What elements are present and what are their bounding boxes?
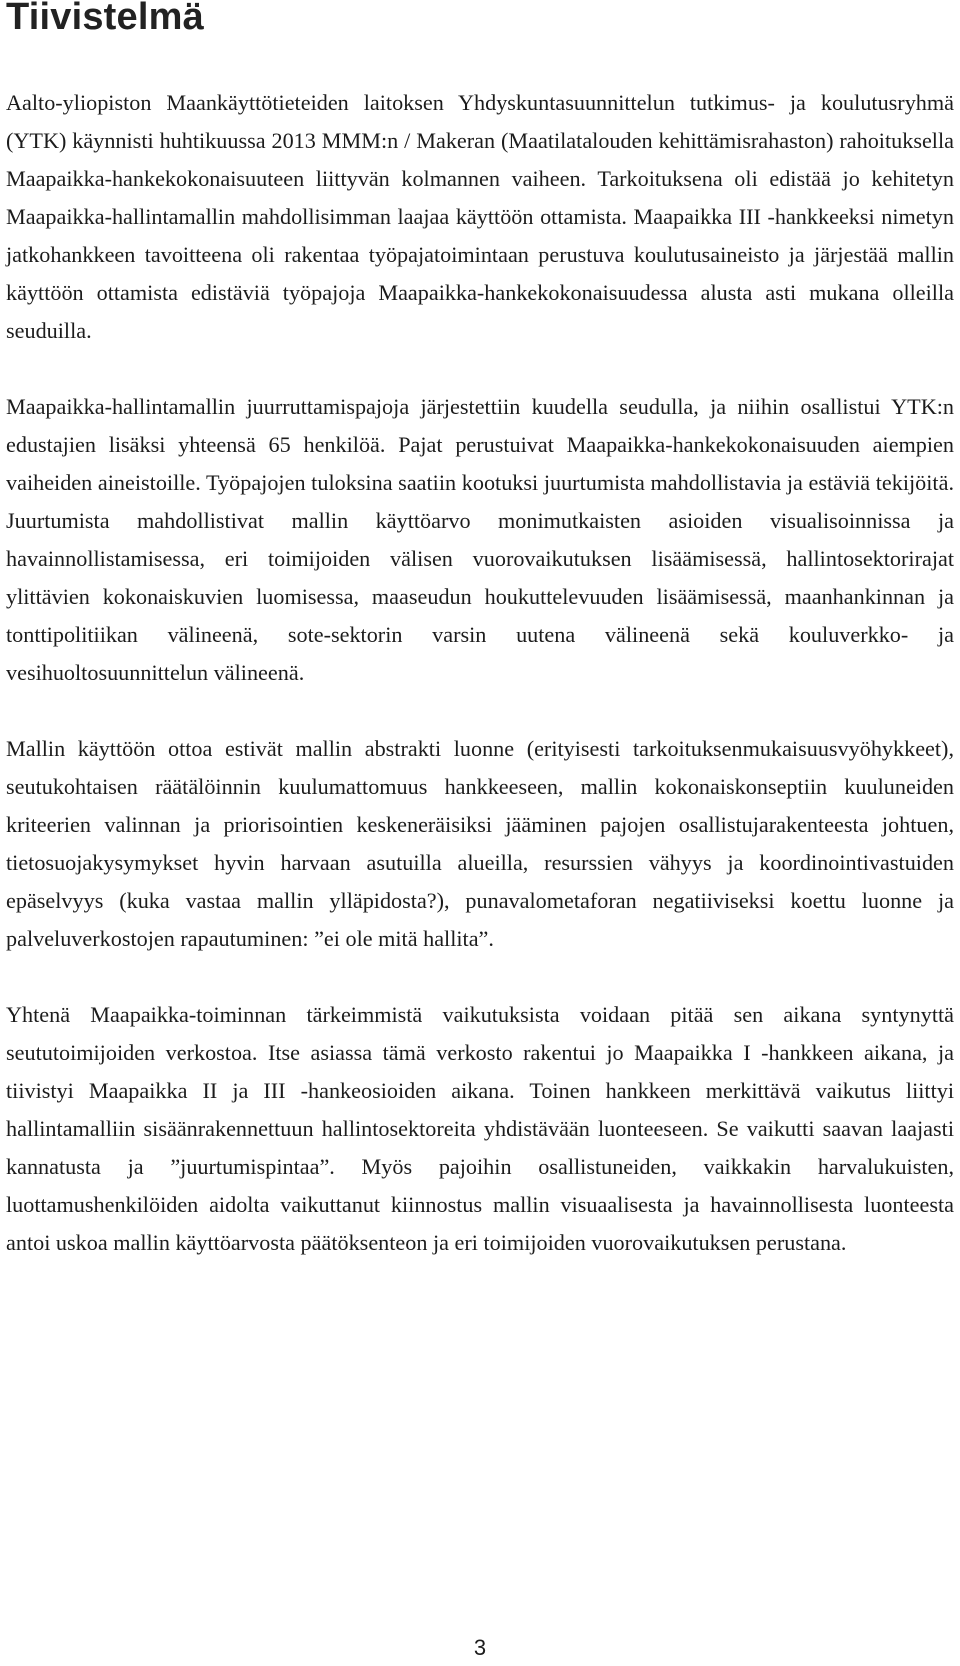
body-text xyxy=(6,84,954,1300)
paragraph-3: Mallin käyttöön ottoa estivät mallin abstrakti luonne (erityisesti tarkoituksenmukaisuusvyöhykkeet), seutukohtaisen räätälöinnin kuulumattomuus hankkeeseen, mallin kokonaiskonseptiin kuuluneiden kriteerien valinnan ja priorisointien keskeneräisiksi jääminen pajojen osallistujarakenteesta johtuen, tietosuojakysymykset hyvin harvaan asutuilla alueilla, resurssien vähyys ja koordinointivastuiden epäselvyys (kuka vastaa mallin ylläpidosta?), punavalometaforan negatiiviseksi koettu luonne ja palveluverkostojen rapautuminen: ”ei ole mitä hallita”. xyxy=(6,736,954,951)
page-number: 3 xyxy=(473,1635,487,1660)
paragraph-4: Yhtenä Maapaikka-toiminnan tärkeimmistä vaikutuksista voidaan pitää sen aikana syntynyttä seututoimijoiden verkostoa. Itse asiassa tämä verkosto rakentui jo Maapaikka I -hankkeen aikana, ja tiivistyi Maapaikka II ja III -hankeosioiden aikana. Toinen hankkeen merkittävä vaikutus liittyi hallintamalliin sisäänrakennettuun hallintosektoreita yhdistävään luonteeseen. Se vaikutti saavan laajasti kannatusta ja ”juurtumispintaa”. Myös pajoihin osallistuneiden, vaikkakin harvalukuisten, luottamushenkilöiden aidolta vaikuttanut kiinnostus mallin visuaalisesta ja havainnollisesta luonteesta antoi uskoa mallin käyttöarvosta päätöksenteon ja eri toimijoiden vuorovaikutuksen perustana. xyxy=(6,1002,954,1255)
paragraph-2: Maapaikka-hallintamallin juurruttamispajoja järjestettiin kuudella seudulla, ja niihin osallistui YTK:n edustajien lisäksi yhteensä 65 henkilöä. Pajat perustuivat Maapaikka-hankekokonaisuuden aiempien vaiheiden aineistoille. Työpajojen tuloksina saatiin kootuksi juurtumista mahdollistavia ja estäviä tekijöitä. Juurtumista mahdollistivat mallin käyttöarvo monimutkaisten asioiden visualisoinnissa ja havainnollistamisessa, eri toimijoiden välisen vuorovaikutuksen lisäämisessä, hallintosektorirajat ylittävien kokonaiskuvien luomisessa, maaseudun houkuttelevuuden lisäämisessä, maanhankinnan ja tonttipolitiikan välineenä, sote-sektorin varsin uutena välineenä sekä kouluverkko- ja vesihuoltosuunnittelun välineenä. xyxy=(6,394,954,685)
page-title: Tiivistelmä xyxy=(6,0,204,38)
paragraph-1: Aalto-yliopiston Maankäyttötieteiden laitoksen Yhdyskuntasuunnittelun tutkimus- ja koulutusryhmä (YTK) käynnisti huhtikuussa 2013 MMM:n / Makeran (Maatilatalouden kehittämisrahaston) rahoituksella Maapaikka-hankekokonaisuuteen liittyvän kolmannen vaiheen. Tarkoituksena oli edistää jo kehitetyn Maapaikka-hallintamallin mahdollisimman laajaa käyttöön ottamista. Maapaikka III -hankkeeksi nimetyn jatkohankkeen tavoitteena oli rakentaa työpajatoimintaan perustuva koulutusaineisto ja järjestää mallin käyttöön ottamista edistäviä työpajoja Maapaikka-hankekokonaisuudessa alusta asti mukana olleilla seuduilla. xyxy=(6,90,954,343)
